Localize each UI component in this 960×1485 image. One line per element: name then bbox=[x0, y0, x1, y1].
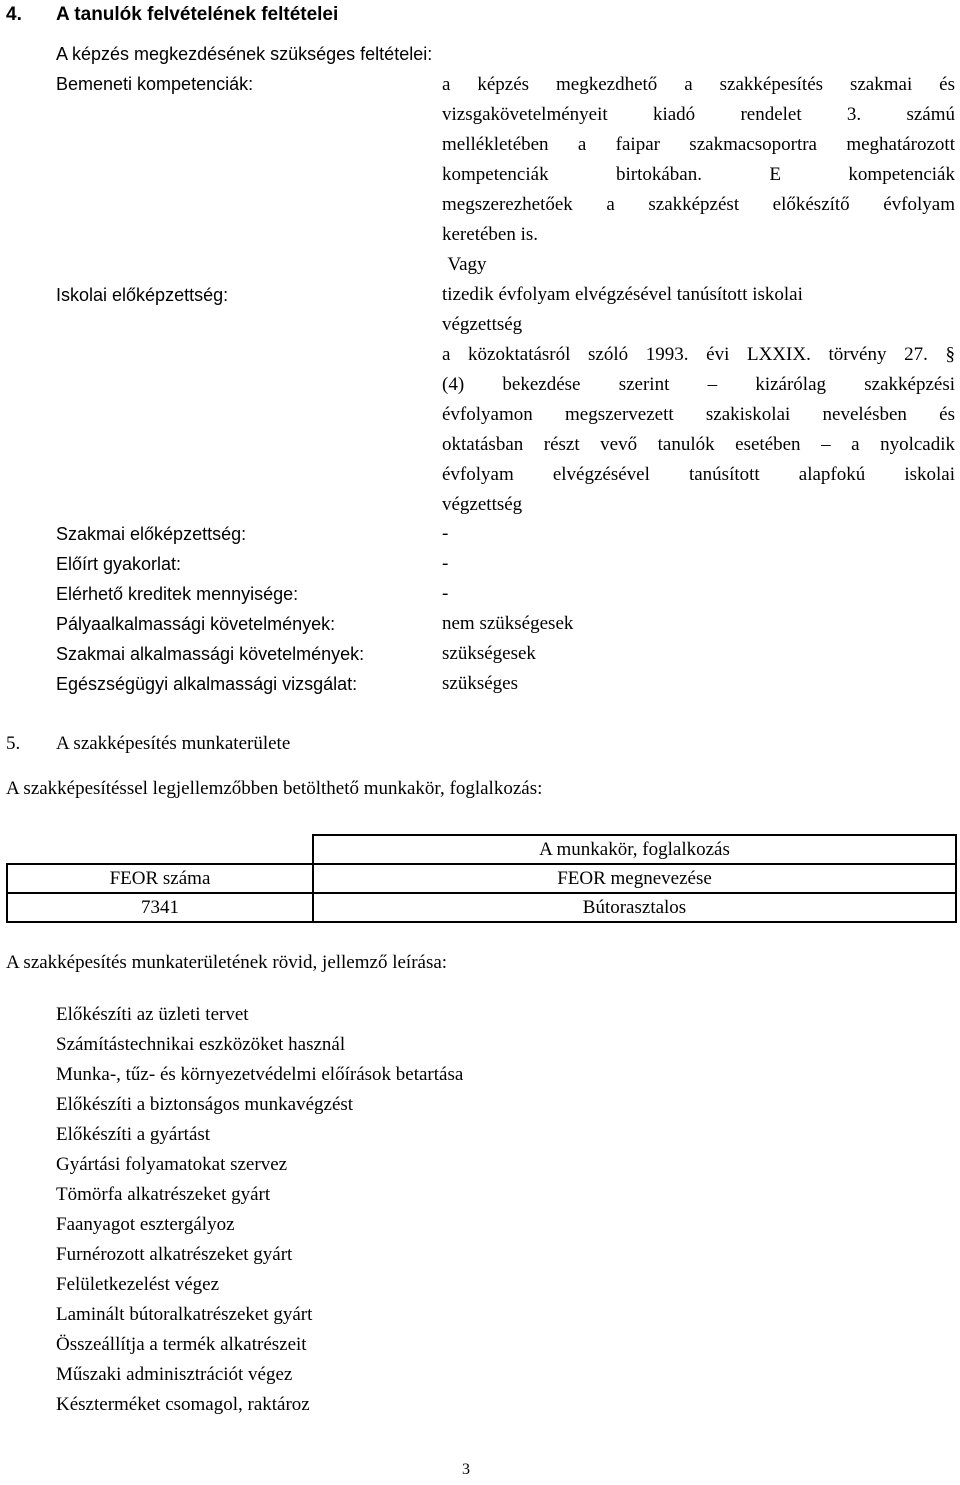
iskolai-line: tizedik évfolyam elvégzésével tanúsított iskolai bbox=[442, 284, 803, 305]
task-item: Tömörfa alkatrészeket gyárt bbox=[56, 1184, 271, 1205]
task-item: Gyártási folyamatokat szervez bbox=[56, 1154, 288, 1175]
req-value: - bbox=[442, 523, 449, 544]
iskolai-line: oktatásban részt vevő tanulók esetében – a nyolcadik bbox=[442, 434, 955, 455]
iskolai-line: végzettség bbox=[442, 314, 523, 335]
req-label: Szakmai előképzettség: bbox=[56, 524, 247, 544]
iskolai-line: (4) bekezdése szerint – kizárólag szakképzési bbox=[442, 374, 955, 395]
desc-title: A szakképesítés munkaterületének rövid, jellemző leírása: bbox=[6, 952, 448, 973]
req-label: Elérhető kreditek mennyisége: bbox=[56, 584, 299, 604]
bemeneti-line: kompetenciák birtokában. E kompetenciák bbox=[442, 164, 955, 185]
section-4-title: A tanulók felvételének feltételei bbox=[56, 4, 339, 25]
iskolai-text bbox=[442, 280, 955, 520]
task-item: Munka-, tűz- és környezetvédelmi előírások betartása bbox=[56, 1064, 464, 1085]
bemeneti-text bbox=[442, 70, 955, 280]
section-5-heading bbox=[6, 729, 290, 759]
feor-name-cell: Bútorasztalos bbox=[313, 893, 956, 922]
bemeneti-line: a képzés megkezdhető a szakképesítés szakmai és bbox=[442, 74, 955, 95]
bemeneti-line: megszerezhetőek a szakképzést előkészítő évfolyam bbox=[442, 194, 955, 215]
task-item: Összeállítja a termék alkatrészeit bbox=[56, 1334, 307, 1355]
req-value: - bbox=[442, 583, 449, 604]
req-value: - bbox=[442, 553, 449, 574]
bemeneti-line: keretében is. bbox=[442, 224, 539, 245]
feor-col-name-header: FEOR megnevezése bbox=[313, 864, 956, 893]
iskolai-line: a közoktatásról szóló 1993. évi LXXIX. törvény 27. § bbox=[442, 344, 955, 365]
req-value: szükségesek bbox=[442, 643, 536, 664]
iskolai-line: évfolyam elvégzésével tanúsított alapfokú iskolai bbox=[442, 464, 955, 485]
feor-table bbox=[6, 834, 957, 923]
bemeneti-line: mellékletében a faipar szakmacsoportra meghatározott bbox=[442, 134, 955, 155]
task-list bbox=[56, 1000, 463, 1420]
req-value: nem szükségesek bbox=[442, 613, 574, 634]
section-5-number: 5. bbox=[6, 733, 21, 754]
iskolai-label: Iskolai előképzettség: bbox=[56, 285, 229, 305]
task-item: Készterméket csomagol, raktároz bbox=[56, 1394, 310, 1415]
req-value: szükséges bbox=[442, 673, 518, 694]
req-label: Előírt gyakorlat: bbox=[56, 554, 182, 574]
iskolai-line: végzettség bbox=[442, 494, 523, 515]
req-label: Pályaalkalmassági követelmények: bbox=[56, 614, 336, 634]
feor-number-cell: 7341 bbox=[7, 893, 313, 922]
task-item: Számítástechnikai eszközöket használ bbox=[56, 1034, 346, 1055]
task-item: Előkészíti az üzleti tervet bbox=[56, 1004, 249, 1025]
task-item: Faanyagot esztergályoz bbox=[56, 1214, 235, 1235]
task-item: Laminált bútoralkatrészeket gyárt bbox=[56, 1304, 313, 1325]
task-item: Felületkezelést végez bbox=[56, 1274, 220, 1295]
task-item: Furnérozott alkatrészeket gyárt bbox=[56, 1244, 293, 1265]
req-label: Szakmai alkalmassági követelmények: bbox=[56, 644, 365, 664]
feor-col-number-header: FEOR száma bbox=[7, 864, 313, 893]
feor-table-group-header: A munkakör, foglalkozás bbox=[313, 835, 956, 864]
section-5-title: A szakképesítés munkaterülete bbox=[56, 733, 291, 754]
vagy-label: Vagy bbox=[447, 254, 487, 275]
section-4-intro: A képzés megkezdésének szükséges feltételei: bbox=[56, 44, 433, 64]
section-4-number: 4. bbox=[6, 4, 22, 25]
section-4-heading bbox=[6, 0, 338, 30]
task-item: Előkészíti a biztonságos munkavégzést bbox=[56, 1094, 354, 1115]
bemeneti-line: vizsgakövetelményeit kiadó rendelet 3. számú bbox=[442, 104, 955, 125]
bemeneti-label: Bemeneti kompetenciák: bbox=[56, 74, 254, 94]
iskolai-line: évfolyamon megszervezett szakiskolai nevelésben és bbox=[442, 404, 955, 425]
section-5-subtitle: A szakképesítéssel legjellemzőbben betölthető munkakör, foglalkozás: bbox=[6, 778, 543, 799]
req-label: Egészségügyi alkalmassági vizsgálat: bbox=[56, 674, 358, 694]
task-item: Előkészíti a gyártást bbox=[56, 1124, 211, 1145]
task-item: Műszaki adminisztrációt végez bbox=[56, 1364, 293, 1385]
page-number: 3 bbox=[462, 1461, 470, 1478]
feor-table-corner bbox=[7, 835, 313, 864]
